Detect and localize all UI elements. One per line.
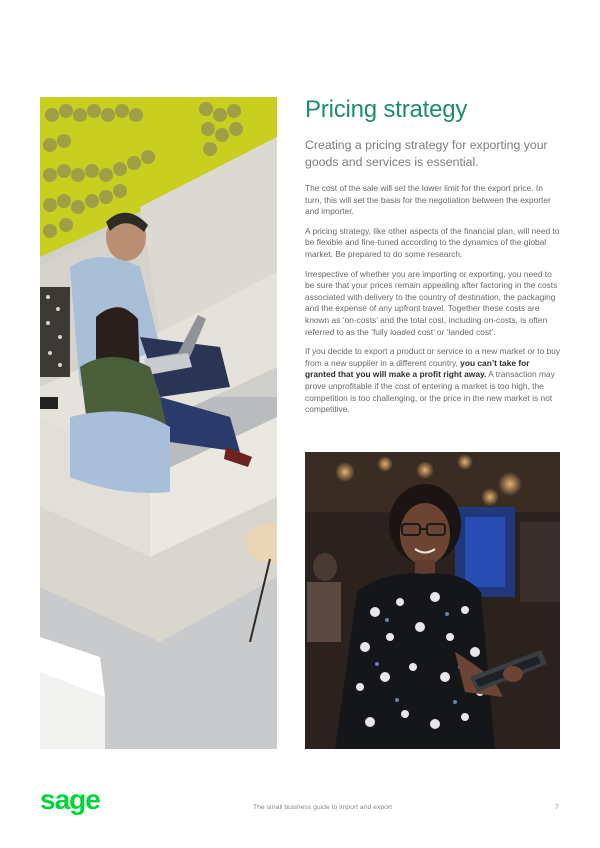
pricing-strategy-section bbox=[305, 95, 561, 424]
sage-logo bbox=[40, 786, 102, 816]
body-paragraph-4 bbox=[305, 346, 561, 416]
body-paragraph-4-emphasis: you can’t take for granted that you will make a profit right away. bbox=[305, 357, 530, 380]
body-paragraph-4-end: A transaction may prove unprofitable if the cost of entering a market is too high, the competition is too challenging, or the price in the new market is not competitive. bbox=[305, 369, 555, 415]
body-paragraph-4-start: If you decide to export a product or service to a new market or to buy from a new supplier in a different country, bbox=[305, 346, 561, 368]
woman-with-tablet-illustration bbox=[305, 452, 560, 749]
office-lounge-photo bbox=[40, 97, 277, 749]
footer-guide-title: The small business guide to import and export bbox=[253, 804, 393, 811]
sage-logo-icon bbox=[40, 786, 102, 816]
office-lounge-illustration bbox=[40, 97, 277, 749]
body-paragraph-3: Irrespective of whether you are importing or exporting, you need to be sure that your prices remain appealing after factoring in the costs associated with delivery to the country of destination, the packaging and the expense of any upfront travel. Together these costs are known as ‘on-costs’ and the total cost, including on-costs, is often referred to as the ‘fully loaded cost’ or ‘landed cost’. bbox=[305, 268, 558, 337]
body-paragraph-2: A pricing strategy, like other aspects of the financial plan, will need to be flexible and fine-tuned according to the dynamics of the global market. Be prepared to do some research. bbox=[305, 225, 560, 259]
svg-text:sage: sage bbox=[40, 786, 100, 815]
page-number: 7 bbox=[555, 804, 559, 811]
page-title: Pricing strategy bbox=[305, 96, 468, 123]
lead-paragraph: Creating a pricing strategy for exporting your goods and services is essential. bbox=[305, 138, 548, 169]
woman-with-tablet-photo bbox=[305, 452, 560, 749]
body-paragraph-1: The cost of the sale will set the lower limit for the export price. In turn, this will set the basis for the negotiation between the exporter and importer. bbox=[305, 183, 551, 217]
